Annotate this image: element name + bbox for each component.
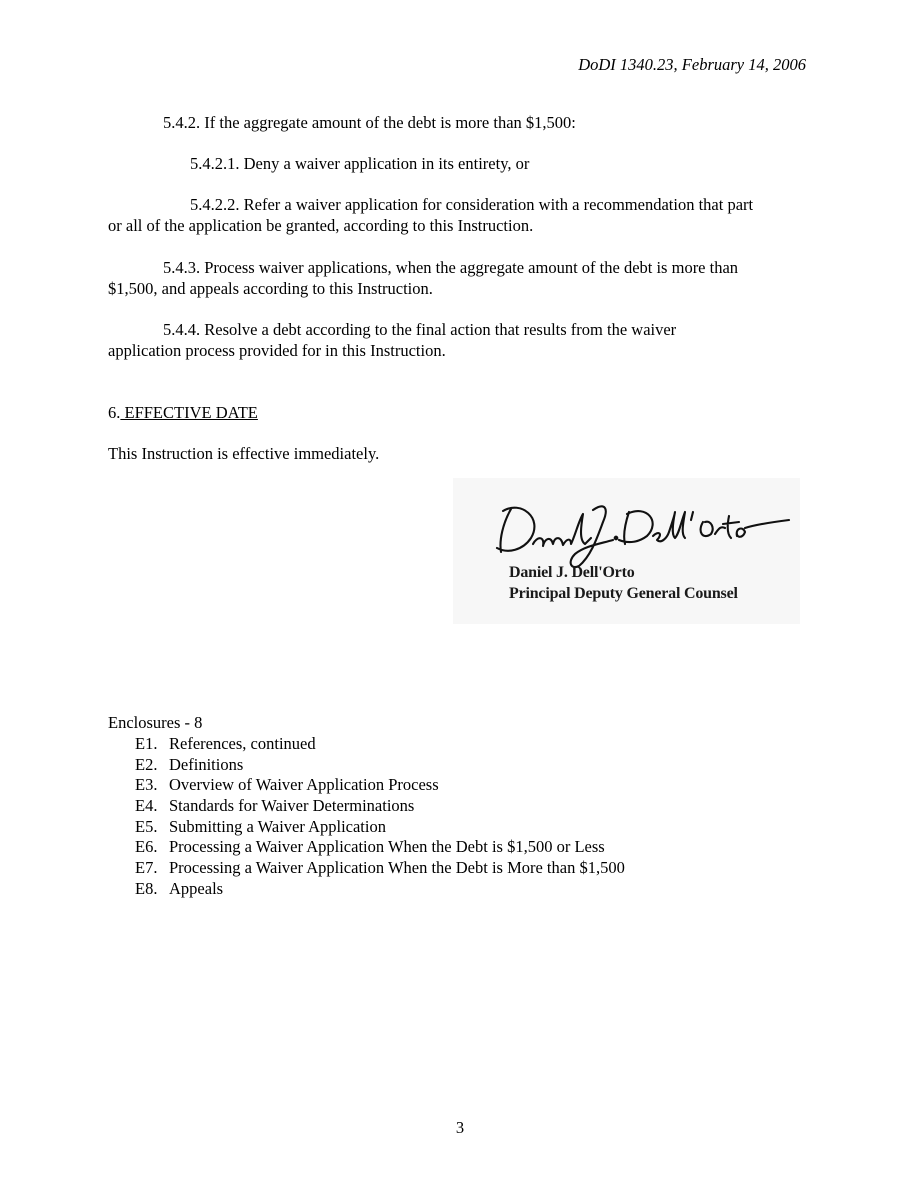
enclosure-code: E1. (135, 734, 158, 753)
paragraph-5-4-2-1: 5.4.2.1. Deny a waiver application in its entirety, or (190, 154, 530, 173)
signer-title: Principal Deputy General Counsel (509, 585, 738, 602)
enclosure-code: E2. (135, 755, 158, 774)
enclosure-code: E4. (135, 796, 158, 815)
enclosure-title: Processing a Waiver Application When the Debt is More than $1,500 (169, 858, 625, 877)
enclosure-title: Processing a Waiver Application When the Debt is $1,500 or Less (169, 837, 605, 856)
paragraph-5-4-2-2-line2: or all of the application be granted, according to this Instruction. (108, 216, 534, 235)
enclosure-item (135, 878, 223, 899)
signature-block (453, 478, 800, 624)
paragraph-5-4-4-line2: application process provided for in this Instruction. (108, 341, 446, 360)
enclosure-code: E3. (135, 775, 158, 794)
enclosure-code: E5. (135, 817, 158, 836)
effective-date-text: This Instruction is effective immediately. (108, 444, 380, 463)
enclosure-title: Overview of Waiver Application Process (169, 775, 439, 794)
enclosure-title: Definitions (169, 755, 244, 774)
running-header: DoDI 1340.23, February 14, 2006 (578, 55, 806, 74)
signer-name: Daniel J. Dell'Orto (509, 564, 635, 581)
enclosure-code: E8. (135, 879, 158, 898)
section-6-heading (108, 402, 258, 423)
enclosure-title: References, continued (169, 734, 316, 753)
enclosure-code: E7. (135, 858, 158, 877)
enclosure-item (135, 857, 625, 878)
paragraph-5-4-2-2-line1: 5.4.2.2. Refer a waiver application for consideration with a recommendation that part (190, 195, 754, 214)
section-number: 6. (108, 403, 121, 422)
enclosure-item (135, 733, 316, 754)
paragraph-5-4-2: 5.4.2. If the aggregate amount of the debt is more than $1,500: (163, 113, 576, 132)
enclosure-code: E6. (135, 837, 158, 856)
enclosures-label: Enclosures - 8 (108, 713, 203, 732)
page-number: 3 (455, 1118, 465, 1137)
enclosure-item (135, 836, 605, 857)
section-title: EFFECTIVE DATE (120, 403, 258, 422)
enclosure-title: Standards for Waiver Determinations (169, 796, 415, 815)
paragraph-5-4-3-line1: 5.4.3. Process waiver applications, when the aggregate amount of the debt is more than (163, 258, 739, 277)
enclosure-title: Submitting a Waiver Application (169, 817, 386, 836)
paragraph-5-4-3-line2: $1,500, and appeals according to this Instruction. (108, 279, 433, 298)
enclosure-item (135, 795, 414, 816)
enclosure-item (135, 816, 386, 837)
enclosure-title: Appeals (169, 879, 224, 898)
enclosure-item (135, 774, 439, 795)
enclosure-item (135, 754, 243, 775)
paragraph-5-4-4-line1: 5.4.4. Resolve a debt according to the final action that results from the waiver (163, 320, 677, 339)
